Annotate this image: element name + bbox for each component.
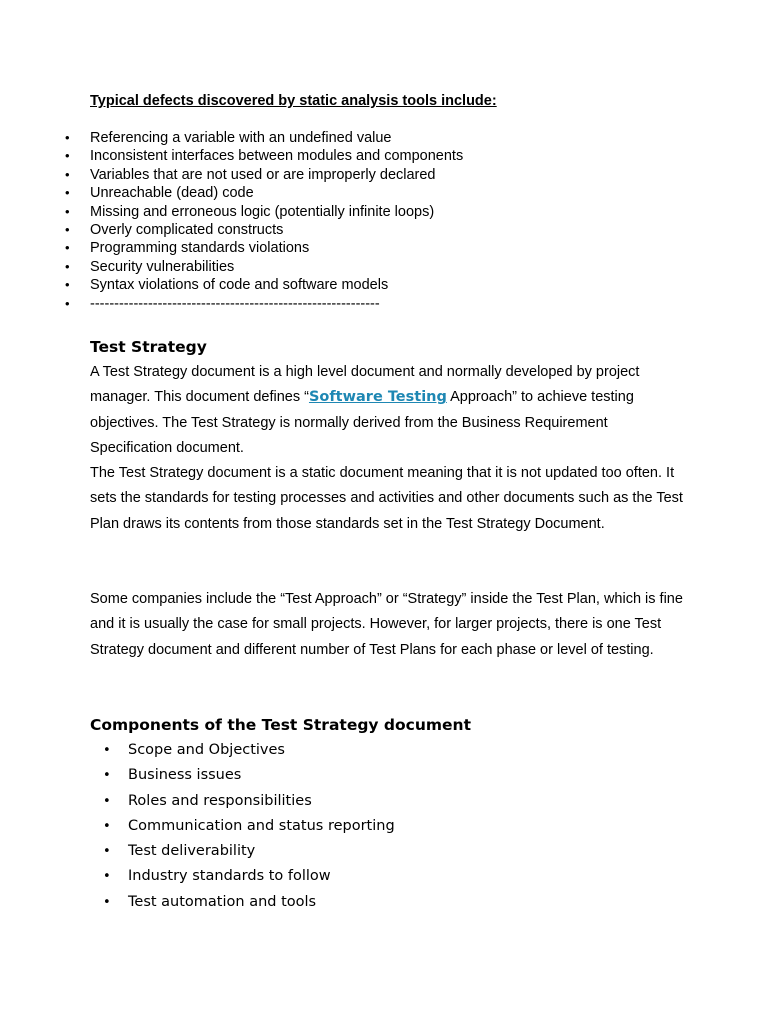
software-testing-link[interactable]: Software Testing [308,389,447,406]
list-item-text: Programming standards violations [90,240,310,257]
list-item-text: Test automation and tools [128,893,317,910]
components-heading: Components of the Test Strategy document [90,716,471,734]
list-item [0,864,395,889]
list-item [0,221,463,239]
list-item [0,814,395,839]
list-item-text: Scope and Objectives [128,742,285,758]
list-item [0,839,395,864]
bullet-icon: • [65,130,70,145]
paragraph-text: A Test Strategy document is a high level document and normally developed by project manager. This document defines “ [90,364,640,406]
list-item [0,763,395,788]
test-strategy-paragraph-3: Some companies include the “Test Approach” or “Strategy” inside the Test Plan, which is fine and it is usually the case for small projects. However, for larger projects, there is one Test Strategy document and different number of Test Plans for each phase or level of testing. [90,591,683,658]
list-item-text: Test deliverability [128,843,256,860]
list-item-text: Industry standards to follow [128,868,331,885]
bullet-icon: • [103,793,111,809]
list-item-text: Variables that are not used or are improperly declared [90,166,436,183]
list-item-text: ------------------------------------------------------------ [90,295,380,312]
list-item [0,166,463,184]
list-item [0,789,395,814]
list-item [0,276,463,294]
list-item-text: Syntax violations of code and software models [90,277,389,294]
list-item [0,184,463,202]
list-item [0,147,463,165]
list-item [0,890,395,915]
list-item-text: Inconsistent interfaces between modules and components [90,148,464,165]
list-item-text: Referencing a variable with an undefined value [90,130,392,146]
bullet-icon: • [65,240,70,256]
list-item-text: Overly complicated constructs [90,221,284,238]
defects-list [0,129,463,313]
bullet-icon: • [65,148,70,164]
bullet-icon: • [65,166,70,182]
list-item-text: Roles and responsibilities [128,792,312,809]
defects-heading: Typical defects discovered by static analysis tools include: [90,93,497,109]
bullet-icon: • [65,277,70,293]
list-item-text: Security vulnerabilities [90,258,235,275]
list-item-text: Communication and status reporting [128,817,395,834]
list-item [0,295,463,313]
bullet-icon: • [103,768,111,784]
list-item-text: Unreachable (dead) code [90,185,254,202]
bullet-icon: • [65,258,70,274]
paragraph-text: Approach” to achieve testing objectives. The Test Strategy is normally derived from the Business Requirement Specification document. [90,389,634,456]
bullet-icon: • [65,221,70,237]
test-strategy-paragraph-2: The Test Strategy document is a static document meaning that it is not updated too often. It sets the standards for testing processes and activities and other documents such as the Test Plan draws its contents from those standards set in the Test Strategy Document. [90,465,683,532]
list-item [0,129,463,147]
list-item-text: Business issues [128,767,242,784]
bullet-icon: • [103,894,111,910]
test-strategy-paragraph-1 [90,360,690,461]
bullet-icon: • [103,743,111,758]
bullet-icon: • [65,185,70,201]
bullet-icon: • [103,869,111,885]
list-item [0,738,395,763]
test-strategy-heading: Test Strategy [90,338,207,356]
components-list [0,738,395,915]
list-item-text: Missing and erroneous logic (potentially infinite loops) [90,203,435,220]
list-item [0,203,463,221]
bullet-icon: • [103,844,111,860]
bullet-icon: • [103,818,111,834]
list-item [0,258,463,276]
bullet-icon: • [65,203,70,219]
bullet-icon: • [65,295,70,311]
list-item [0,239,463,257]
